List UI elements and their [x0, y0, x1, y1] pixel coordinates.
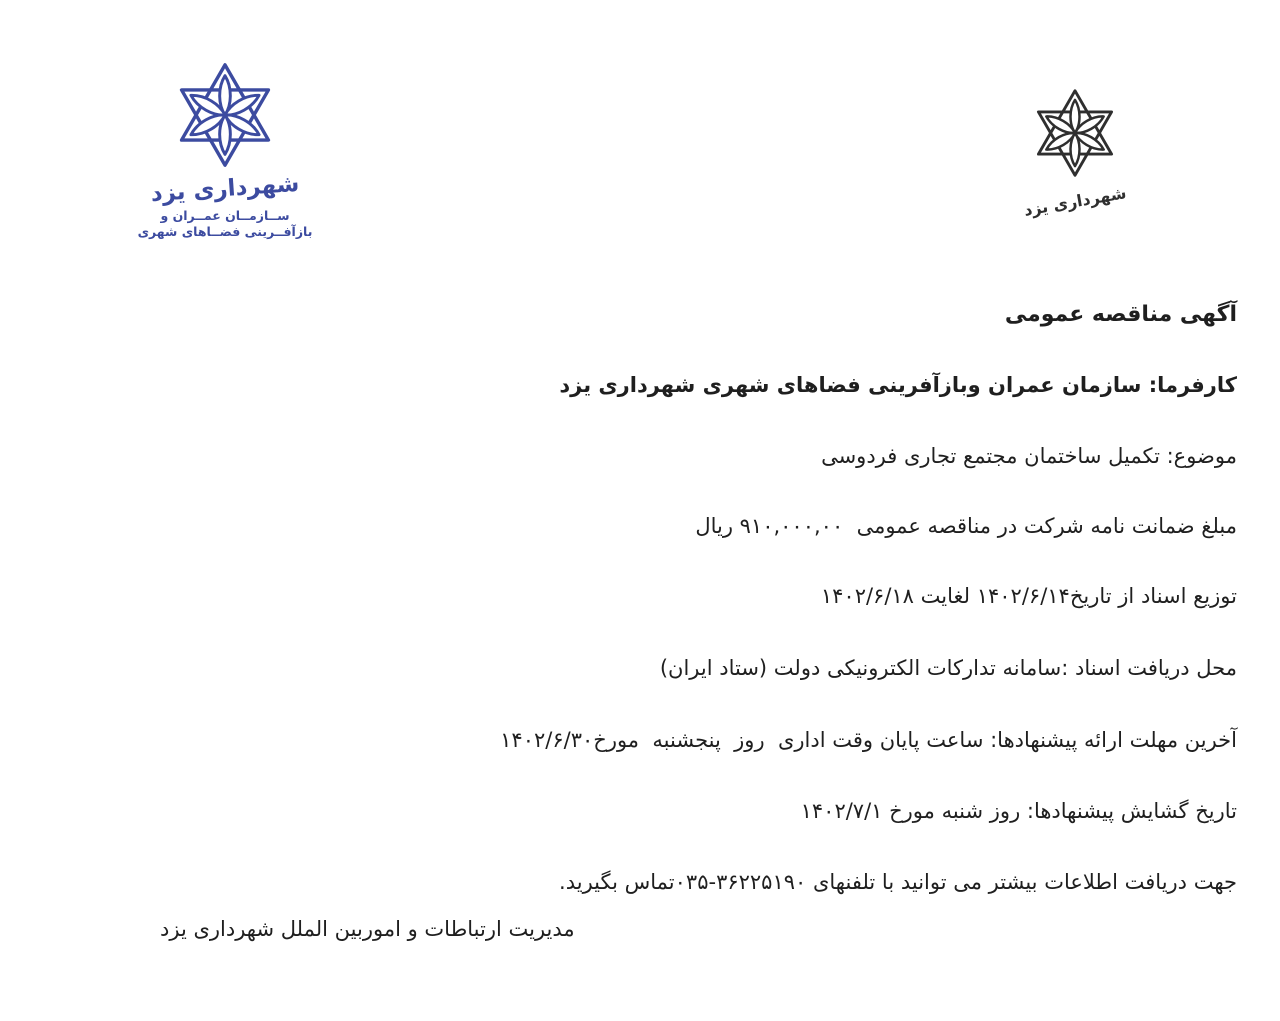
signature-department-line: مدیریت ارتباطات و اموربین الملل شهرداری یزد	[160, 917, 575, 941]
org-name-lines	[118, 208, 332, 239]
yazd-calligraphy-left: شهرداری یزد	[149, 170, 301, 208]
org-logo-left	[118, 58, 332, 239]
document-receipt-location-line: محل دریافت اسناد :سامانه تدارکات الکترونیکی دولت (ستاد ایران)	[659, 656, 1237, 680]
employer-line: کارفرما: سازمان عمران وبازآفرینی فضاهای شهری شهرداری یزد	[559, 373, 1237, 397]
document-distribution-dates-line: توزیع اسناد از تاریخ۱۴۰۲/۶/۱۴ لغایت ۱۴۰۲/۶/۱۸	[820, 584, 1237, 608]
contact-phone-line: جهت دریافت اطلاعات بیشتر می توانید با تلفنهای ۳۶۲۲۵۱۹۰-۰۳۵تماس بگیرید.	[559, 870, 1237, 894]
proposal-opening-date-line: تاریخ گشایش پیشنهادها: روز شنبه مورخ ۱۴۰۲/۷/۱	[800, 799, 1237, 823]
subject-line: موضوع: تکمیل ساختمان مجتمع تجاری فردوسی	[821, 444, 1237, 468]
org-name-line1: ســازمــان عمــران و	[160, 208, 290, 223]
proposal-deadline-line: آخرین مهلت ارائه پیشنهادها: ساعت پایان وقت اداری روز پنجشنبه مورخ۱۴۰۲/۶/۳۰	[500, 728, 1237, 752]
municipality-logo-right	[1016, 84, 1134, 220]
tender-title: آگهی مناقصه عمومی	[1004, 302, 1237, 327]
yazd-flower-icon	[166, 58, 284, 172]
yazd-calligraphy-right: شهرداری یزد	[1022, 183, 1128, 220]
guarantee-amount-line: مبلغ ضمانت نامه شرکت در مناقصه عمومی ۹۱۰,۰۰۰,۰۰ ریال	[695, 514, 1237, 538]
org-name-line2: بازآفــرینی فضــاهای شهری	[137, 223, 313, 239]
yazd-flower-icon	[1027, 84, 1123, 182]
